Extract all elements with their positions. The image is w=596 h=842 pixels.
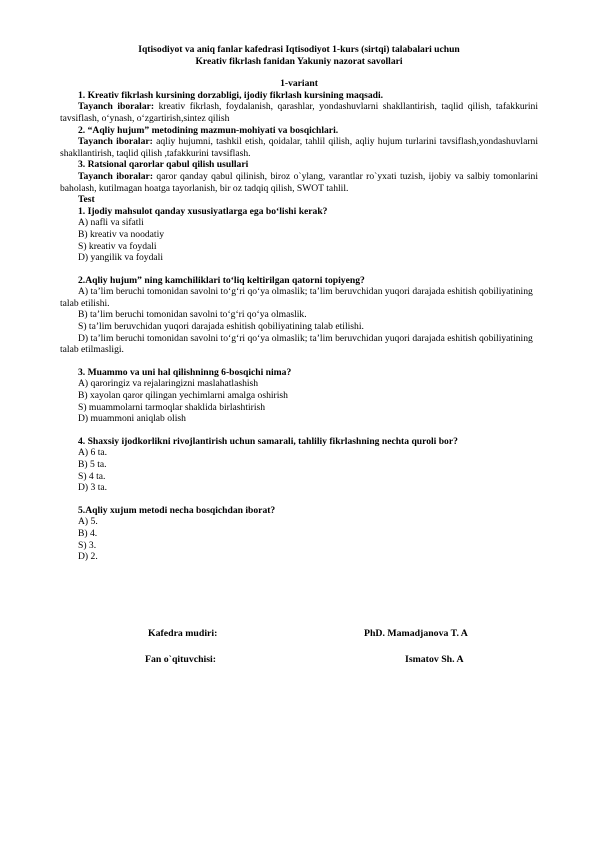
theory-title: 3. Ratsional qarorlar qabul qilish usullari — [78, 159, 249, 171]
question-text: 4. Shaxsiy ijodkorlikni rivojlantirish uchun samarali, tahliliy fikrlashning nechta quroli bor? — [78, 435, 458, 447]
answer-option: A) 5. — [78, 516, 98, 528]
answer-option: A) ta’lim beruchi tomonidan savolni to‘g‘ri qo‘ya olmaslik; ta’lim beruvchidan yuqori darajada eshitish qobiliyatining talab etilishi. — [60, 286, 533, 309]
variant-label: 1-variant — [280, 78, 318, 90]
spacer — [60, 356, 538, 367]
theory-title: 2. “Aqliy hujum” metodining mazmun-mohiyati va bosqichlari. — [78, 124, 339, 136]
test-label: Test — [78, 194, 95, 206]
answer-option: D) muammoni aniqlab olish — [78, 413, 186, 425]
theory-question-1 — [60, 90, 538, 125]
answer-option: B) 5 ta. — [78, 459, 107, 470]
test-question-4 — [60, 436, 538, 494]
answer-option: S) 3. — [78, 539, 97, 551]
answer-option: B) kreativ va noodatiy — [78, 228, 165, 240]
answer-option: A) qaroringiz va rejalaringizni maslahatlashish — [78, 378, 259, 390]
keywords-label: Tayanch iboralar: — [78, 136, 153, 148]
answer-option: A) 6 ta. — [78, 447, 108, 459]
keywords-text: kreativ fikrlash, foydalanish, qarashlar, yondashuvlarni shakllantirish, taqlid qilish, tafakkurini tavsiflash, o‘ynash, o‘zgartirish,sintez qilish — [60, 101, 538, 124]
question-text: 1. Ijodiy mahsulot qanday xususiyatlarga ega bo‘lishi kerak? — [78, 205, 328, 217]
spacer — [60, 67, 538, 78]
question-text: 5.Aqliy xujum metodi necha bosqichdan iborat? — [78, 504, 276, 516]
test-question-3 — [60, 367, 538, 425]
answer-option: S) kreativ va foydali — [78, 240, 157, 252]
theory-question-2 — [60, 125, 538, 160]
theory-keywords — [60, 136, 538, 159]
question-text: 3. Muammo va uni hal qilishninng 6-bosqichi nima? — [78, 366, 292, 378]
spacer — [60, 494, 538, 505]
answer-option: B) xayolan qaror qilingan yechimlarni amalga oshirish — [78, 390, 288, 402]
theory-keywords — [60, 171, 538, 194]
answer-option: S) muammolarni tarmoqlar shaklida birlashtirish — [78, 401, 266, 413]
answer-option: S) 4 ta. — [78, 470, 106, 482]
theory-keywords — [60, 101, 538, 124]
answer-option: S) ta’lim beruvchidan yuqori darajada eshitish qobiliyatining talab etilishi. — [78, 321, 364, 333]
department-head-label: Kafedra mudiri: — [148, 628, 218, 639]
header-line-1: Iqtisodiyot va aniq fanlar kafedrasi Iqtisodiyot 1-kurs (sirtqi) talabalari uchun — [138, 44, 460, 55]
keywords-text: qaror qanday qabul qilinish, biroz o`ylang, varantlar ro`yxati tuzish, ijobiy va salbiy tomonlarini baholash, kutilmagan hoatga tayorlanish, bir oz tadqiq qilish, SWOT tahlil. — [60, 170, 538, 194]
answer-option: A) nafli va sifatli — [78, 217, 144, 229]
question-text: 2.Aqliy hujum” ning kamchiliklari to‘liq keltirilgan qatorni topiyeng? — [78, 274, 365, 286]
test-question-5 — [60, 505, 538, 563]
keywords-label: Tayanch iboralar: — [78, 101, 155, 113]
keywords-label: Tayanch iboralar: — [78, 170, 154, 182]
teacher-name: Ismatov Sh. A — [405, 654, 464, 665]
spacer — [60, 425, 538, 436]
answer-option: D) 3 ta. — [78, 482, 108, 494]
answer-option: B) ta’lim beruchi tomonidan savolni to‘g‘ri qo‘ya olmaslik. — [78, 309, 307, 321]
theory-title: 1. Kreativ fikrlash kursining dorzabligi, ijodiy fikrlash kursining maqsadi. — [78, 89, 384, 101]
answer-option: D) 2. — [78, 551, 98, 563]
department-head-name: PhD. Mamadjanova T. A — [364, 628, 468, 639]
theory-question-3 — [60, 159, 538, 194]
document-content — [60, 44, 538, 563]
keywords-text: aqliy hujumni, tashkil etish, qoidalar, tahlil qilish, aqliy hujum turlarini tavsiflash,yondashuvlarni shakllantirish, taqlid qilish ,tafakkurini tavsiflash. — [60, 136, 538, 159]
test-question-2 — [60, 275, 538, 356]
answer-option: B) 4. — [78, 527, 98, 539]
answer-option: D) ta’lim beruchi tomonidan savolni to‘g‘ri qo‘ya olmaslik; ta’lim beruvchidan yuqori darajada eshitish qobiliyatining talab etilmasligi. — [60, 332, 533, 356]
teacher-label: Fan o`qituvchisi: — [145, 654, 217, 665]
test-question-1 — [60, 206, 538, 264]
spacer — [60, 264, 538, 275]
header-line-2: Kreativ fikrlash fanidan Yakuniy nazorat savollari — [195, 55, 403, 67]
answer-option: D) yangilik va foydali — [78, 252, 163, 264]
